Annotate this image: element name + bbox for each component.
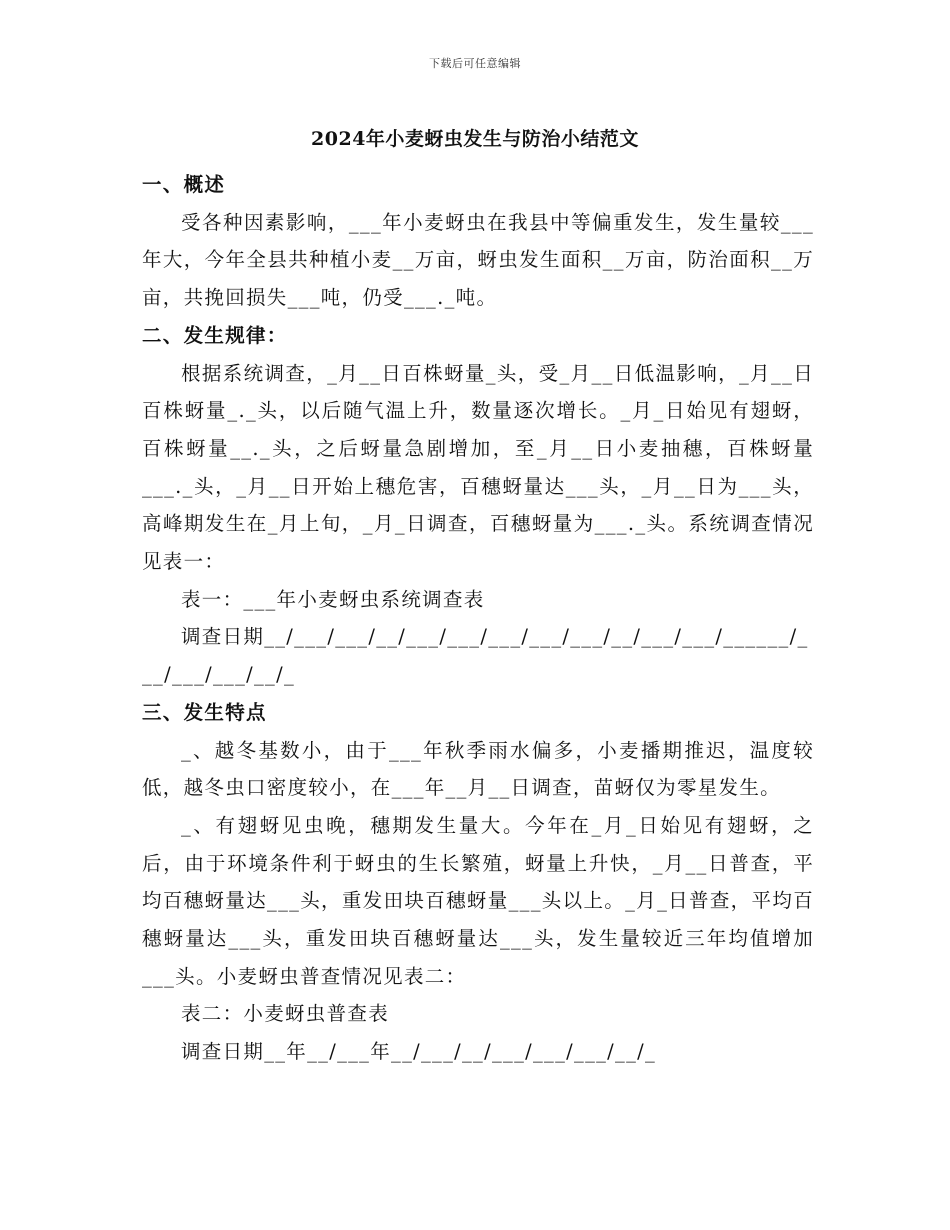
paragraph-occurrence-pattern: 根据系统调查，_月__日百株蚜量_头，受_月__日低温影响，_月__日百株蚜量_._头，以后随气温上升，数量逐次增长。_月_日始见有翅蚜，百株蚜量__._头，之后蚜量急剧增加，至_月__日小麦抽穗，百株蚜量___._头，_月__日开始上穗危害，百穗蚜量达___头，_月__日为___头，高峰期发生在_月上旬，_月_日调查，百穗蚜量为___._头。系统调查情况见表一：: [142, 361, 814, 574]
table-two-row: 调查日期__年__/___年__/___/__/___/___/___/__/_: [181, 1040, 657, 1064]
document-body: [142, 166, 814, 1071]
section-heading-overview: 一、概述: [142, 173, 226, 196]
paragraph-overview: 受各种因素影响，___年小麦蚜虫在我县中等偏重发生，发生量较___年大，今年全县共种植小麦__万亩，蚜虫发生面积__万亩，防治面积__万亩，共挽回损失___吨，仍受___._吨。: [142, 210, 815, 310]
document-title: 2024年小麦蚜虫发生与防治小结范文: [311, 128, 639, 150]
section-heading-occurrence-pattern: 二、发生规律：: [142, 323, 288, 347]
header-note: 下载后可任意编辑: [429, 57, 521, 70]
table-one-row: 调查日期__/___/___/__/___/___/___/___/___/__/___/___/______/___/___/___/__/_: [142, 625, 809, 687]
section-heading-characteristics: 三、发生特点: [142, 700, 267, 724]
paragraph-characteristic-one: _、越冬基数小，由于___年秋季雨水偏多，小麦播期推迟，温度较低，越冬虫口密度较小，在___年__月__日调查，苗蚜仅为零星发生。: [142, 738, 814, 800]
paragraph-characteristic-two: _、有翅蚜见虫晚，穗期发生量大。今年在_月_日始见有翅蚜，之后，由于环境条件利于蚜虫的生长繁殖，蚜量上升快，_月__日普查，平均百穗蚜量达___头，重发田块百穗蚜量___头以上。_月_日普查，平均百穗蚜量达___头，重发田块百穗蚜量达___头，发生量较近三年均值增加___头。小麦蚜虫普查情况见表二：: [142, 813, 814, 988]
table-two-caption: 表二：小麦蚜虫普查表: [181, 1002, 390, 1026]
table-one-caption: 表一：___年小麦蚜虫系统调查表: [181, 587, 485, 611]
